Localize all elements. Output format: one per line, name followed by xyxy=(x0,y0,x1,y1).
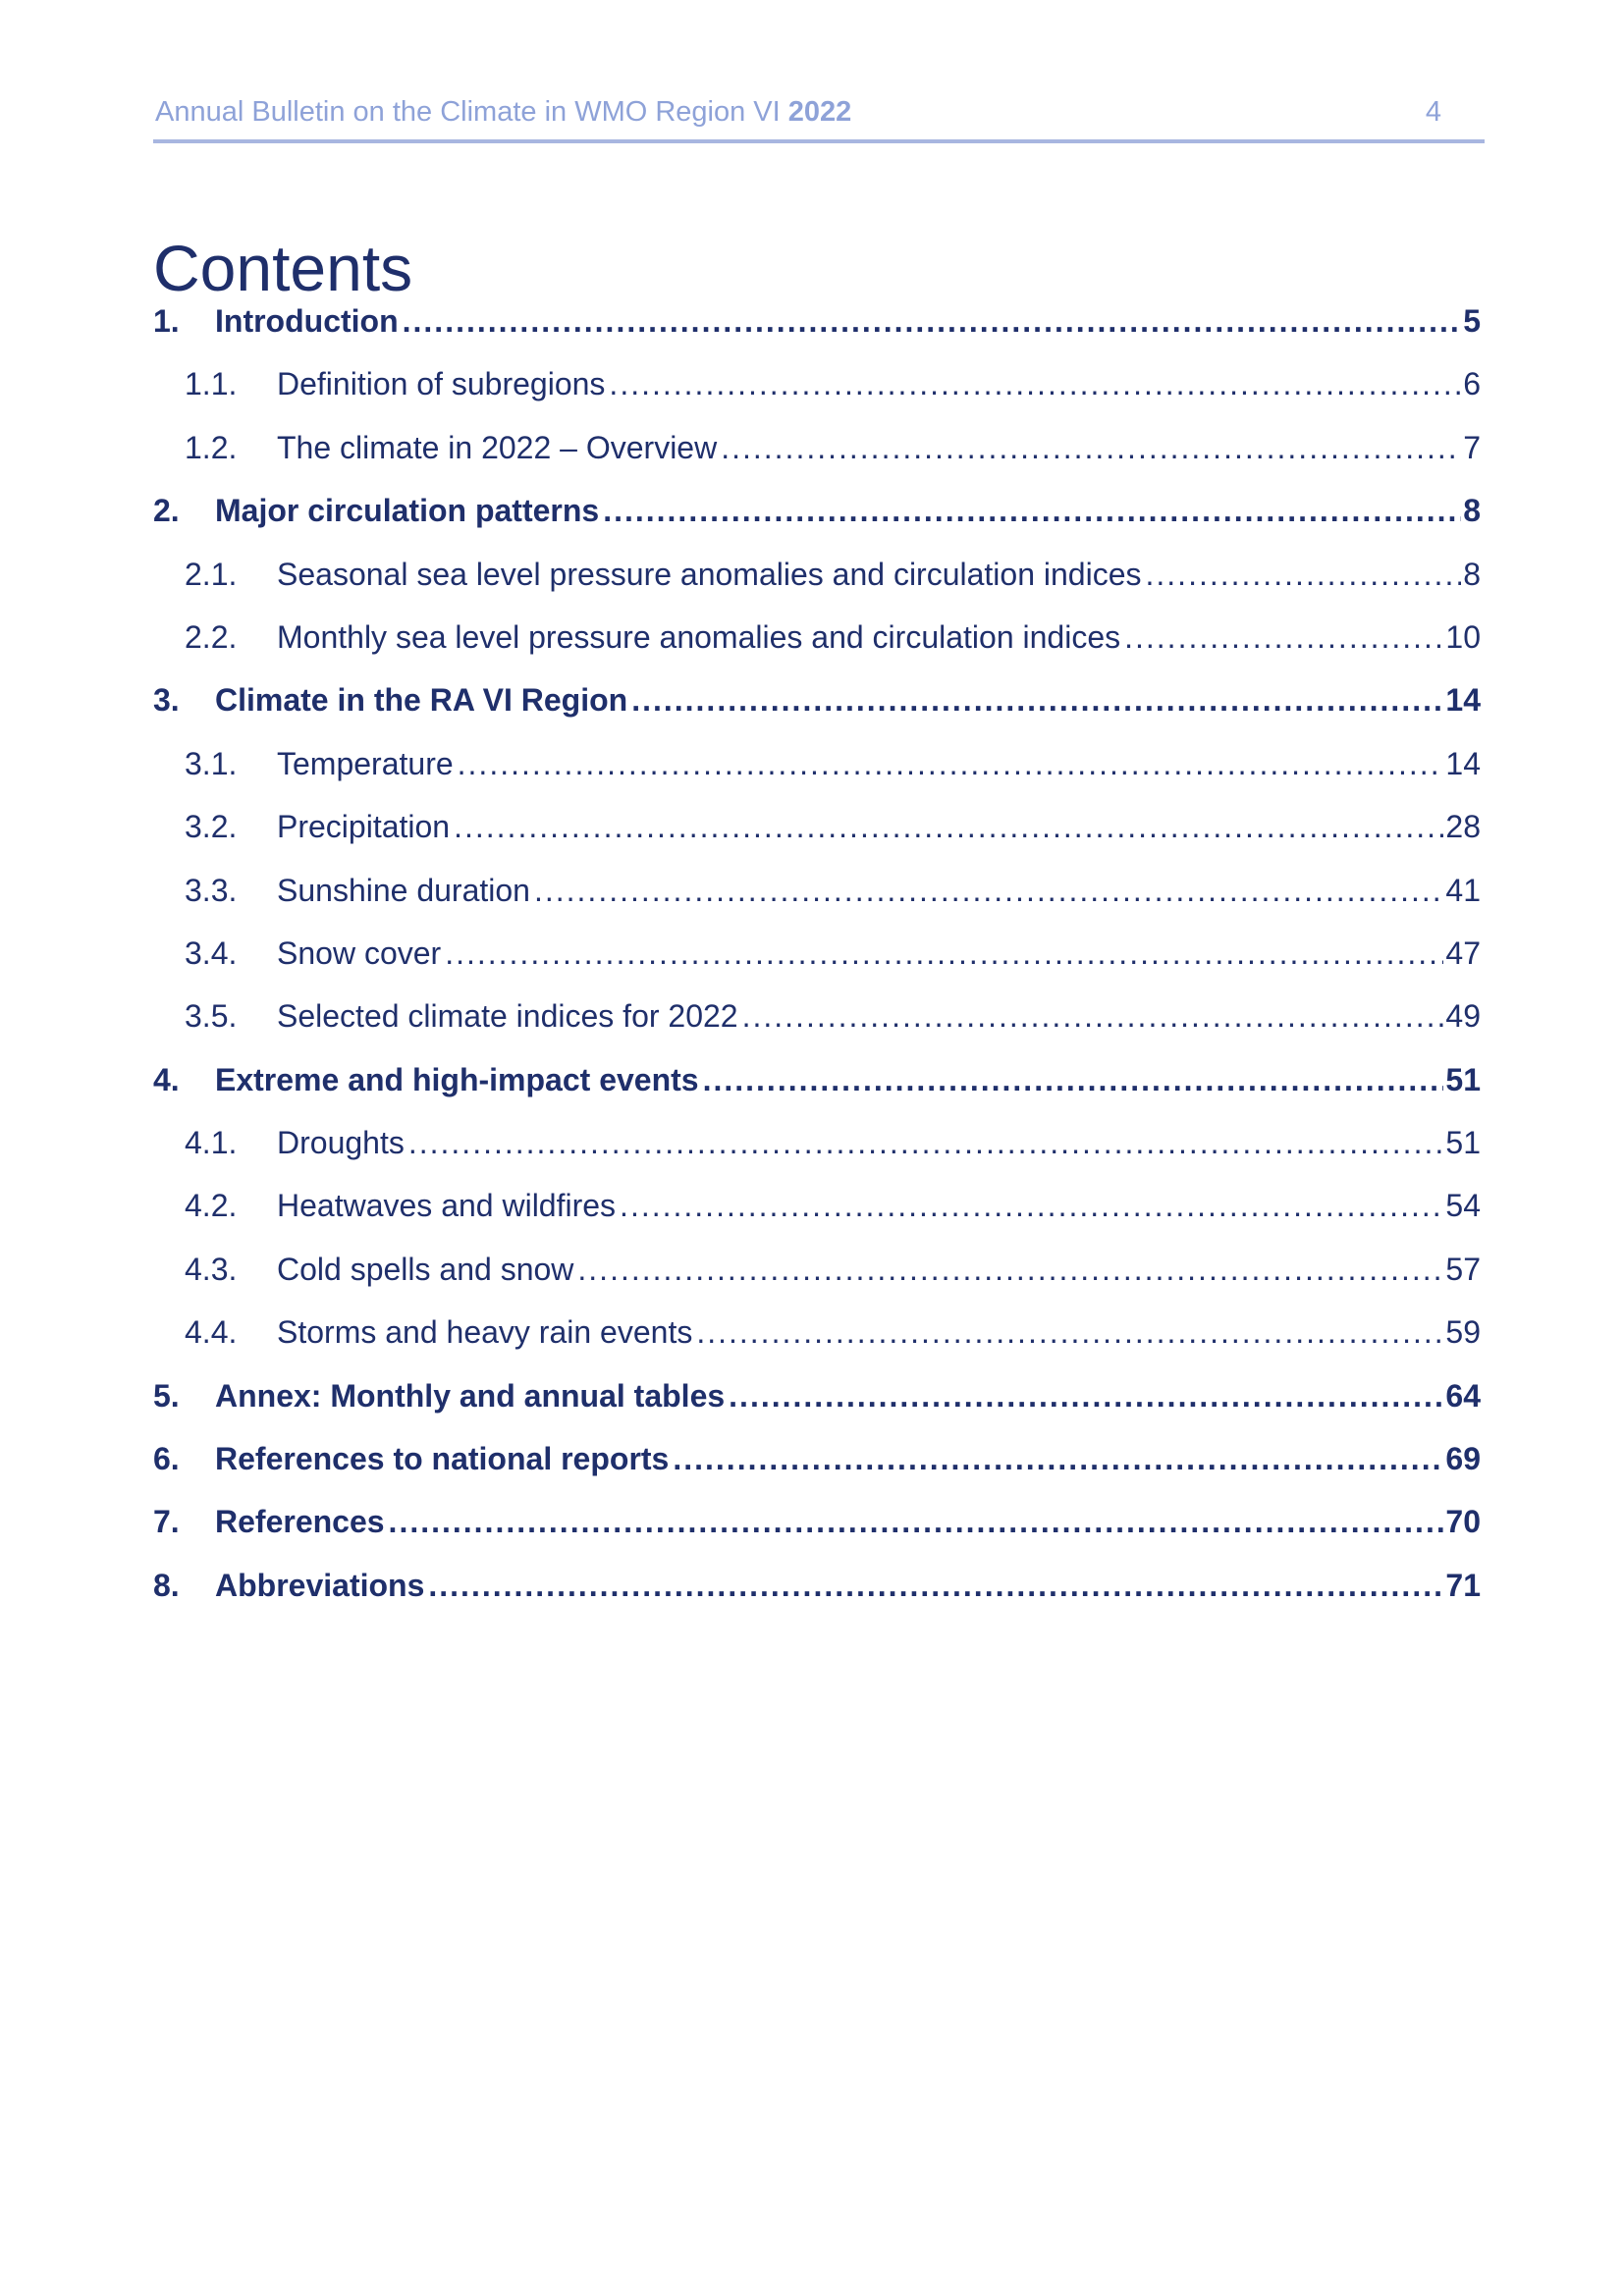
toc-entry[interactable] xyxy=(153,1374,1481,1437)
toc-entry-title: Heatwaves and wildfires xyxy=(277,1188,617,1224)
toc-entry-number: 1.1. xyxy=(185,366,238,402)
toc-entry-title: Introduction xyxy=(215,303,399,339)
toc-entry-page-number: 8 xyxy=(1463,556,1481,592)
toc-entry-title: Precipitation xyxy=(277,809,451,845)
toc-entry-page-number: 54 xyxy=(1445,1188,1481,1224)
toc-entry-page-number: 69 xyxy=(1445,1441,1481,1477)
table-of-contents xyxy=(153,299,1481,1627)
toc-entry[interactable] xyxy=(153,615,1481,678)
toc-entry[interactable] xyxy=(153,678,1481,741)
toc-dot-leader xyxy=(445,932,1443,975)
toc-entry[interactable] xyxy=(153,1437,1481,1500)
toc-entry-page-number: 8 xyxy=(1463,493,1481,529)
toc-entry[interactable] xyxy=(153,1310,1481,1373)
toc-entry[interactable] xyxy=(153,869,1481,932)
toc-entry[interactable] xyxy=(153,426,1481,489)
toc-entry-number: 4.2. xyxy=(185,1188,238,1224)
toc-entry-number: 3.4. xyxy=(185,934,238,971)
toc-dot-leader xyxy=(673,1437,1443,1480)
toc-dot-leader xyxy=(458,742,1444,785)
toc-entry-page-number: 71 xyxy=(1445,1567,1481,1603)
toc-entry-number: 4.3. xyxy=(185,1251,238,1287)
toc-dot-leader xyxy=(454,805,1443,848)
contents-heading: Contents xyxy=(153,232,413,305)
toc-dot-leader xyxy=(729,1374,1443,1417)
toc-entry[interactable] xyxy=(153,994,1481,1057)
toc-entry[interactable] xyxy=(153,362,1481,425)
toc-entry-number: 3.5. xyxy=(185,998,238,1035)
toc-entry[interactable] xyxy=(153,299,1481,362)
toc-entry-page-number: 59 xyxy=(1445,1314,1481,1351)
toc-entry-number: 1. xyxy=(153,303,180,339)
toc-entry[interactable] xyxy=(153,805,1481,868)
toc-entry-title: Selected climate indices for 2022 xyxy=(277,998,738,1035)
toc-entry[interactable] xyxy=(153,1184,1481,1247)
toc-entry[interactable] xyxy=(153,1564,1481,1627)
toc-entry-title: Cold spells and snow xyxy=(277,1251,574,1287)
toc-dot-leader xyxy=(403,299,1462,343)
toc-dot-leader xyxy=(1124,615,1443,659)
toc-entry[interactable] xyxy=(153,1121,1481,1184)
toc-entry-page-number: 51 xyxy=(1445,1125,1481,1161)
toc-dot-leader xyxy=(408,1121,1444,1164)
toc-entry-page-number: 14 xyxy=(1445,745,1481,781)
toc-dot-leader xyxy=(631,678,1443,721)
toc-entry-page-number: 5 xyxy=(1463,303,1481,339)
toc-entry-title: Definition of subregions xyxy=(277,366,606,402)
toc-entry-title: Sunshine duration xyxy=(277,872,530,908)
toc-entry-title: Annex: Monthly and annual tables xyxy=(215,1377,726,1414)
toc-entry[interactable] xyxy=(153,553,1481,615)
toc-entry-page-number: 70 xyxy=(1445,1504,1481,1540)
toc-dot-leader xyxy=(389,1500,1444,1543)
toc-dot-leader xyxy=(721,426,1461,469)
toc-entry-number: 8. xyxy=(153,1567,180,1603)
toc-entry-page-number: 10 xyxy=(1445,618,1481,655)
toc-entry-page-number: 47 xyxy=(1445,934,1481,971)
toc-entry-title: The climate in 2022 – Overview xyxy=(277,429,718,465)
toc-entry-page-number: 41 xyxy=(1445,872,1481,908)
toc-entry-page-number: 49 xyxy=(1445,998,1481,1035)
toc-entry-title: Monthly sea level pressure anomalies and circulation indices xyxy=(277,618,1121,655)
toc-entry[interactable] xyxy=(153,489,1481,552)
toc-dot-leader xyxy=(742,994,1444,1038)
toc-entry-page-number: 57 xyxy=(1445,1251,1481,1287)
toc-entry-page-number: 6 xyxy=(1463,366,1481,402)
toc-dot-leader xyxy=(696,1310,1443,1354)
toc-entry-number: 4.4. xyxy=(185,1314,238,1351)
toc-entry-title: References to national reports xyxy=(215,1441,670,1477)
toc-entry-page-number: 51 xyxy=(1445,1061,1481,1097)
document-title-text: Annual Bulletin on the Climate in WMO Region VI xyxy=(155,96,781,128)
toc-entry-number: 3.3. xyxy=(185,872,238,908)
toc-dot-leader xyxy=(577,1248,1443,1291)
toc-entry[interactable] xyxy=(153,1500,1481,1563)
toc-entry-number: 2. xyxy=(153,493,180,529)
toc-dot-leader xyxy=(1146,553,1462,596)
toc-entry-number: 3.1. xyxy=(185,745,238,781)
toc-entry-title: Climate in the RA VI Region xyxy=(215,682,628,719)
toc-entry[interactable] xyxy=(153,742,1481,805)
toc-entry-title: Storms and heavy rain events xyxy=(277,1314,693,1351)
toc-entry-title: Major circulation patterns xyxy=(215,493,600,529)
toc-entry-number: 2.1. xyxy=(185,556,238,592)
page-number: 4 xyxy=(1425,96,1441,128)
toc-entry-number: 3.2. xyxy=(185,809,238,845)
toc-entry[interactable] xyxy=(153,932,1481,994)
toc-entry-number: 7. xyxy=(153,1504,180,1540)
toc-dot-leader xyxy=(603,489,1461,532)
toc-entry-number: 3. xyxy=(153,682,180,719)
document-year: 2022 xyxy=(787,96,852,128)
toc-dot-leader xyxy=(534,869,1443,912)
toc-entry-number: 1.2. xyxy=(185,429,238,465)
toc-entry-number: 4. xyxy=(153,1061,180,1097)
toc-entry-title: Temperature xyxy=(277,745,454,781)
toc-entry-page-number: 14 xyxy=(1445,682,1481,719)
toc-entry-number: 2.2. xyxy=(185,618,238,655)
toc-entry-title: Droughts xyxy=(277,1125,405,1161)
toc-dot-leader xyxy=(609,362,1461,405)
toc-dot-leader xyxy=(620,1184,1443,1227)
toc-entry-title: References xyxy=(215,1504,385,1540)
toc-dot-leader xyxy=(428,1564,1443,1607)
toc-entry-number: 6. xyxy=(153,1441,180,1477)
toc-dot-leader xyxy=(703,1058,1444,1101)
toc-entry[interactable] xyxy=(153,1248,1481,1310)
toc-entry-title: Seasonal sea level pressure anomalies and circulation indices xyxy=(277,556,1142,592)
toc-entry-number: 5. xyxy=(153,1377,180,1414)
toc-entry-page-number: 28 xyxy=(1445,809,1481,845)
document-title xyxy=(155,96,851,129)
toc-entry[interactable] xyxy=(153,1058,1481,1121)
toc-entry-title: Snow cover xyxy=(277,934,442,971)
page-header xyxy=(153,94,1485,143)
toc-entry-title: Extreme and high-impact events xyxy=(215,1061,699,1097)
toc-entry-page-number: 7 xyxy=(1463,429,1481,465)
toc-entry-title: Abbreviations xyxy=(215,1567,425,1603)
toc-entry-number: 4.1. xyxy=(185,1125,238,1161)
toc-entry-page-number: 64 xyxy=(1445,1377,1481,1414)
